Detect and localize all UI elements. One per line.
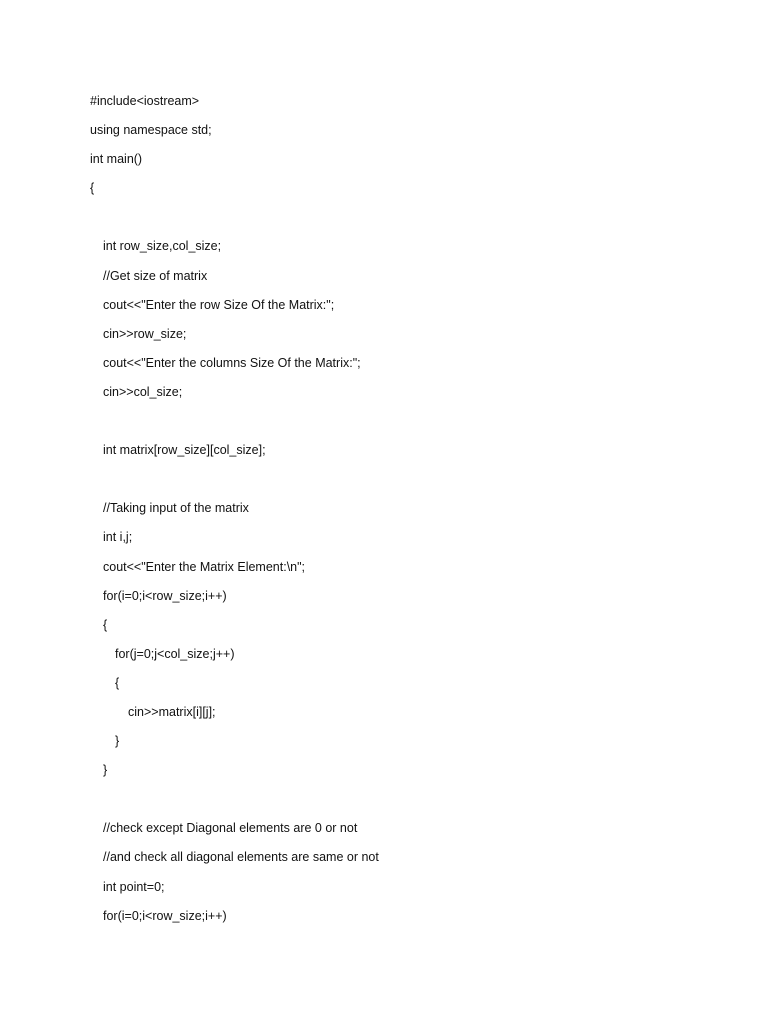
code-line: cout<<"Enter the columns Size Of the Matrix:";	[103, 355, 361, 370]
blank-line	[90, 785, 730, 814]
code-line: {	[115, 675, 120, 690]
code-line: for(j=0;j<col_size;j++)	[115, 646, 235, 661]
code-line: {	[103, 617, 108, 632]
code-line: int point=0;	[103, 879, 165, 894]
code-comment: //check except Diagonal elements are 0 or not	[103, 821, 358, 836]
code-line: cin>>col_size;	[103, 384, 183, 399]
code-line: int matrix[row_size][col_size];	[103, 443, 266, 458]
code-line: int i,j;	[103, 530, 133, 545]
blank-line	[90, 407, 730, 436]
code-line: cout<<"Enter the row Size Of the Matrix:";	[103, 297, 335, 312]
code-line: #include<iostream>	[90, 94, 200, 108]
code-line: cin>>row_size;	[103, 326, 187, 341]
code-comment: //Get size of matrix	[103, 268, 208, 283]
code-line: using namespace std;	[90, 123, 212, 138]
code-comment: //Taking input of the matrix	[103, 501, 249, 516]
blank-line	[90, 203, 730, 232]
code-line: for(i=0;i<row_size;i++)	[103, 908, 227, 923]
code-line: cin>>matrix[i][j];	[128, 704, 216, 719]
code-line: }	[115, 734, 120, 749]
code-listing	[90, 87, 730, 931]
code-line: {	[90, 181, 95, 196]
code-line: for(i=0;i<row_size;i++)	[103, 588, 227, 603]
blank-line	[90, 465, 730, 494]
code-line: cout<<"Enter the Matrix Element:\n";	[103, 559, 306, 574]
code-line: int main()	[90, 152, 143, 167]
code-line: int row_size,col_size;	[103, 239, 222, 254]
code-comment: //and check all diagonal elements are same or not	[103, 850, 379, 865]
code-line: }	[103, 763, 108, 778]
